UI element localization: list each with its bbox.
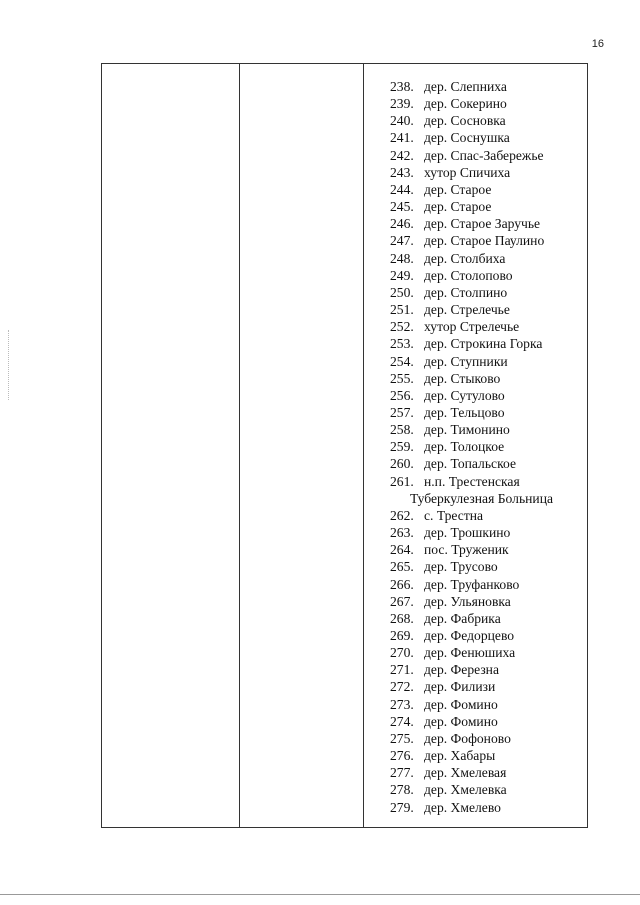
list-item-name: хутор Стрелечье	[424, 319, 520, 335]
list-item-number: 269.	[390, 628, 414, 643]
list-item	[364, 781, 587, 798]
list-item	[364, 353, 587, 370]
list-item-name: дер. Хабары	[424, 748, 496, 764]
list-item-number: 245.	[390, 199, 414, 215]
list-item	[364, 610, 587, 627]
list-item-number: 266.	[390, 576, 414, 592]
list-item-name: дер. Труфанково	[424, 576, 520, 592]
list-item	[364, 78, 587, 95]
list-item-number: 248.	[390, 250, 414, 266]
list-item-name: дер. Ступники	[424, 353, 508, 369]
list-item-name: дер. Фомино	[424, 696, 498, 712]
list-item-name: дер. Фофоново	[424, 730, 511, 746]
list-item-number: 258.	[390, 422, 414, 438]
list-item-number: 247.	[390, 233, 414, 249]
list-item-name: хутор Спичиха	[424, 164, 511, 180]
list-item	[364, 198, 587, 215]
list-item-number: 246.	[390, 216, 414, 232]
list-item	[364, 404, 587, 421]
list-item	[364, 576, 587, 593]
list-item-name: дер. Топальское	[424, 456, 516, 472]
list-item-number: 251.	[390, 302, 414, 318]
list-item-name: дер. Хмелевая	[424, 765, 507, 781]
list-item	[364, 524, 587, 541]
list-item-name: дер. Сутулово	[424, 387, 505, 403]
list-item-number: 270.	[390, 645, 414, 661]
list-item-number: 238.	[390, 79, 414, 94]
list-item-number: 254.	[390, 353, 414, 369]
list-item-name: дер. Хмелевка	[424, 782, 507, 798]
scan-margin-marks	[8, 330, 11, 400]
list-item	[364, 644, 587, 661]
list-item-name: дер. Старое Заручье	[424, 216, 541, 232]
footer-rule	[0, 894, 640, 895]
settlements-list-column	[364, 78, 587, 816]
list-item	[364, 301, 587, 318]
list-item-name: дер. Старое Паулино	[424, 233, 545, 249]
list-item	[364, 507, 587, 524]
list-item	[364, 593, 587, 610]
list-item-name: дер. Трусово	[424, 559, 498, 575]
list-item-name: дер. Столпино	[424, 284, 508, 300]
list-item	[364, 713, 587, 730]
list-item-number: 249.	[390, 267, 414, 283]
list-item-number: 263.	[390, 525, 414, 541]
list-item	[364, 318, 587, 335]
list-item-name: дер. Строкина Горка	[424, 336, 543, 352]
list-item-number: 259.	[390, 439, 414, 455]
list-item-number: 255.	[390, 370, 414, 386]
list-item	[364, 147, 587, 164]
list-item	[364, 661, 587, 678]
list-item	[364, 747, 587, 764]
list-item	[364, 387, 587, 404]
list-item-name: дер. Стыково	[424, 370, 501, 386]
list-item-number: 253.	[390, 336, 414, 352]
list-item-number: 265.	[390, 559, 414, 575]
list-item-name: дер. Сосновка	[424, 113, 506, 129]
list-item-number: 272.	[390, 679, 414, 695]
list-item	[364, 730, 587, 747]
list-item-name: дер. Стрелечье	[424, 302, 510, 318]
list-item-number: 273.	[390, 696, 414, 712]
list-item-number: 261.	[390, 473, 414, 489]
list-item-number: 257.	[390, 404, 414, 420]
list-item	[364, 129, 587, 146]
list-item	[364, 558, 587, 575]
list-item	[364, 473, 587, 507]
list-item-name: дер. Старое	[424, 181, 492, 197]
list-item-number: 239.	[390, 96, 414, 112]
list-item	[364, 112, 587, 129]
list-item-name: пос. Труженик	[424, 542, 509, 558]
list-item-name: дер. Ульяновка	[424, 593, 511, 609]
list-item	[364, 267, 587, 284]
list-item-name: дер. Ферезна	[424, 662, 499, 678]
list-item-name: дер. Сокерино	[424, 96, 507, 112]
list-item-number: 242.	[390, 147, 414, 163]
list-item-number: 260.	[390, 456, 414, 472]
list-item-name: дер. Тимонино	[424, 422, 510, 438]
list-item-name: дер. Столбиха	[424, 250, 506, 266]
list-item-number: 241.	[390, 130, 414, 146]
list-item	[364, 370, 587, 387]
list-item-name: с. Трестна	[424, 507, 484, 523]
list-item-name: дер. Толоцкое	[424, 439, 505, 455]
page-number: 16	[591, 38, 604, 50]
list-item	[364, 627, 587, 644]
list-item	[364, 678, 587, 695]
list-item	[364, 764, 587, 781]
list-item-name: дер. Хмелево	[424, 799, 501, 815]
settlements-table	[101, 63, 588, 828]
list-item-number: 264.	[390, 542, 414, 558]
list-item-name: дер. Филизи	[424, 679, 496, 695]
list-item	[364, 696, 587, 713]
list-item-number: 275.	[390, 730, 414, 746]
list-item	[364, 455, 587, 472]
list-item	[364, 421, 587, 438]
list-item-name: дер. Фенюшиха	[424, 645, 516, 661]
list-item-number: 244.	[390, 181, 414, 197]
list-item-number: 262.	[390, 507, 414, 523]
list-item-number: 271.	[390, 662, 414, 678]
list-item-number: 256.	[390, 387, 414, 403]
list-item-name: дер. Фомино	[424, 713, 498, 729]
list-item-name: дер. Соснушка	[424, 130, 510, 146]
list-item-number: 274.	[390, 713, 414, 729]
list-item-number: 267.	[390, 593, 414, 609]
list-item-name: дер. Слепниха	[424, 79, 507, 94]
list-item-name: н.п. Трестенская	[424, 473, 520, 489]
list-item-number: 250.	[390, 284, 414, 300]
list-item	[364, 799, 587, 816]
list-item-name-continuation: Туберкулезная Больница	[410, 490, 553, 506]
list-item-name: дер. Тельцово	[424, 404, 505, 420]
list-item	[364, 232, 587, 249]
list-item-number: 240.	[390, 113, 414, 129]
list-item-name: дер. Фабрика	[424, 610, 501, 626]
list-item-number: 276.	[390, 748, 414, 764]
list-item-number: 243.	[390, 164, 414, 180]
column-divider-1	[239, 64, 240, 827]
list-item-number: 279.	[390, 799, 414, 815]
list-item	[364, 335, 587, 352]
list-item-number: 252.	[390, 319, 414, 335]
list-item-name: дер. Старое	[424, 199, 492, 215]
list-item-number: 277.	[390, 765, 414, 781]
list-item	[364, 164, 587, 181]
list-item-name: дер. Столопово	[424, 267, 513, 283]
list-item	[364, 541, 587, 558]
list-item	[364, 215, 587, 232]
list-item	[364, 438, 587, 455]
list-item	[364, 181, 587, 198]
list-item-number: 268.	[390, 610, 414, 626]
list-item	[364, 95, 587, 112]
list-item-name: дер. Федорцево	[424, 628, 515, 643]
list-item	[364, 284, 587, 301]
list-item-name: дер. Спас-Забережье	[424, 147, 544, 163]
list-item	[364, 250, 587, 267]
list-item-number: 278.	[390, 782, 414, 798]
list-item-name: дер. Трошкино	[424, 525, 511, 541]
